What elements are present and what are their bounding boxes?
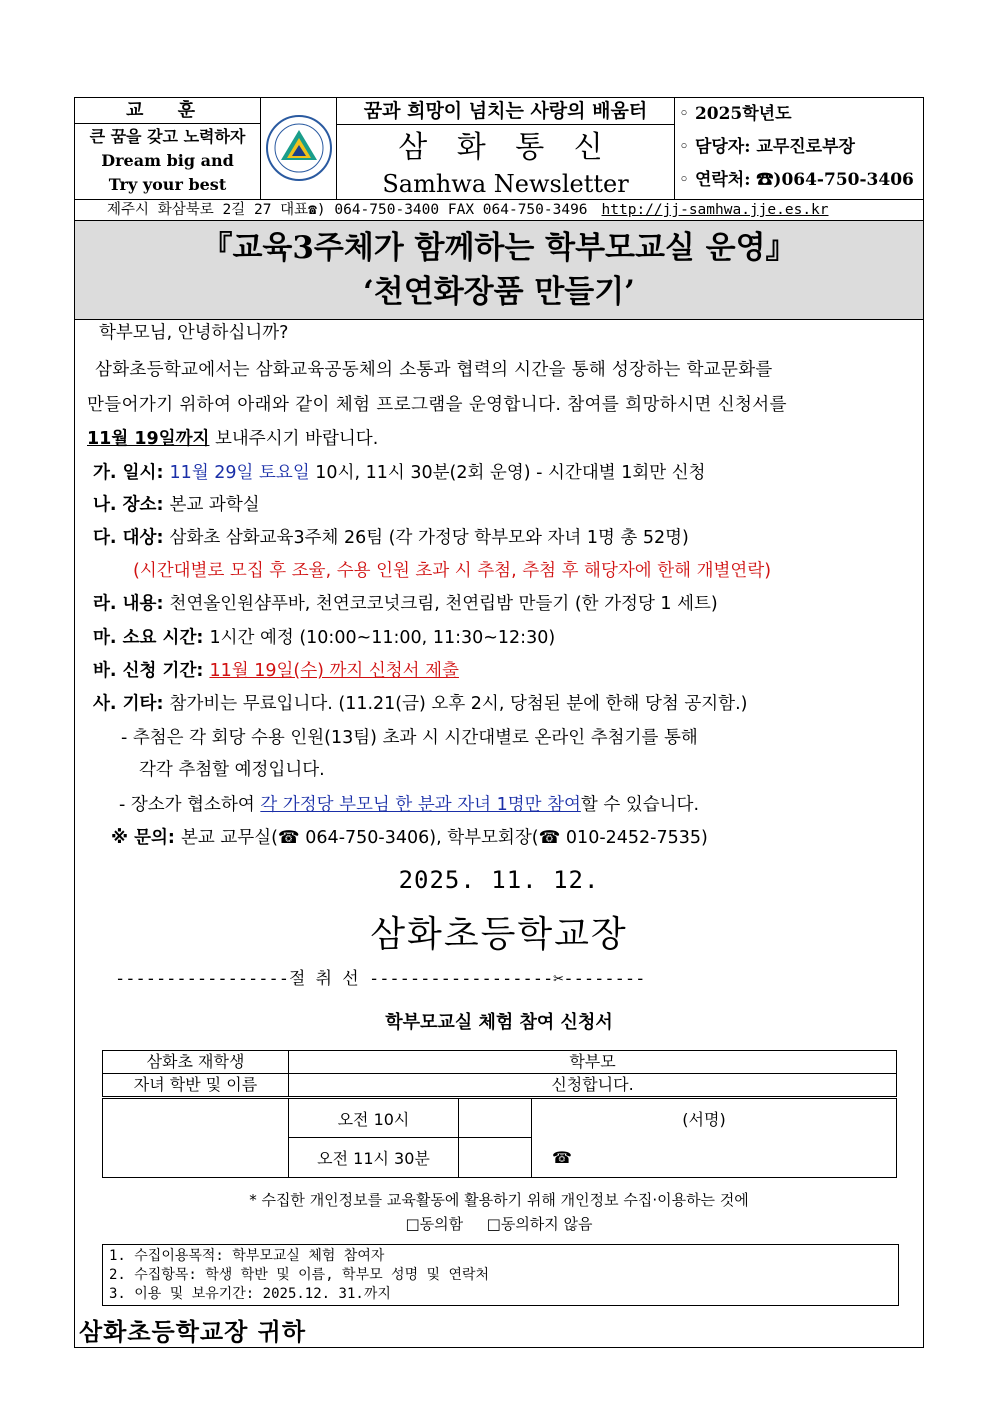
consent-statement: [75, 1188, 923, 1236]
item-etc-sub2-a: - 장소가 협소하여: [119, 795, 261, 815]
item-etc-label: 사. 기타:: [93, 694, 170, 714]
deadline: 11월 19일까지: [87, 429, 210, 449]
school-logo-cell: [261, 98, 337, 199]
newsletter-info-cell: [675, 98, 923, 199]
contact: ◦ 연락처: ☎)064-750-3406: [679, 170, 914, 190]
address-bar: [75, 199, 923, 221]
newsletter-title-korean: 삼 화 통 신: [398, 130, 613, 165]
slot-1130am-check[interactable]: [459, 1138, 532, 1178]
item-duration: [93, 623, 555, 653]
inquiry-value: 본교 교무실(☎ 064-750-3406), 학부모회장(☎ 010-2452-7535): [181, 828, 708, 848]
item-schedule-label: 가. 일시:: [93, 463, 170, 483]
consent-agree-checkbox[interactable]: □동의함: [405, 1215, 464, 1233]
slot-1130am-label: 오전 11시 30분: [289, 1138, 459, 1178]
item-target: [93, 523, 689, 553]
school-year: ◦ 2025학년도: [679, 104, 792, 124]
item-duration-label: 마. 소요 시간:: [93, 628, 210, 648]
item-content-value: 천연올인원샴푸바, 천연코코넛크림, 천연립밤 만들기: [169, 594, 570, 614]
school-website-link[interactable]: http://jj-samhwa.jje.es.kr: [601, 202, 829, 218]
notice-item-2: 2. 수집항목: 학생 학반 및 이름, 학부모 성명 및 연락처: [109, 1267, 490, 1283]
consent-options: [75, 1212, 923, 1236]
student-input-cell[interactable]: [103, 1098, 289, 1178]
item-etc: [93, 689, 747, 719]
consent-disagree-checkbox[interactable]: □동의하지 않음: [486, 1215, 593, 1233]
title-banner: [75, 221, 923, 320]
addressee: 삼화초등학교장 귀하: [79, 1317, 307, 1346]
application-form-table: [102, 1050, 897, 1178]
motto-english-1: Dream big and: [101, 151, 234, 170]
item-content-label: 라. 내용:: [93, 594, 170, 614]
phone-icon: ☎: [552, 1147, 572, 1167]
item-etc-sub1-line2: 각각 추첨할 예정입니다.: [139, 760, 325, 780]
item-etc-sub1-line1: - 추첨은 각 회당 수용 인원(13팀) 초과 시 시간대별로 온라인 추첨기를 통해: [121, 728, 698, 748]
principal-signature: 삼화초등학교장: [370, 914, 628, 955]
school-logo: [261, 98, 337, 199]
item-target-note: (시간대별로 모집 후 조율, 수용 인원 초과 시 추첨, 추첨 후 해당자에 한해 개별연락): [133, 561, 772, 581]
inquiry-label: ※ 문의:: [111, 828, 182, 848]
item-etc-sub2-b: 각 가정당 부모님 한 분과 자녀 1명만 참여: [260, 795, 581, 815]
item-content-rest: (한 가정당 1 세트): [569, 594, 718, 614]
motto-body: [75, 124, 261, 199]
phone-cell[interactable]: [532, 1138, 897, 1178]
item-schedule-date: 11월 29일 토요일: [169, 463, 310, 483]
item-location: [93, 490, 260, 520]
cut-line: -----------------절 취 선 ------------------✂--------: [115, 969, 646, 989]
school-address: 제주시 화삼북로 2길 27 대표☎) 064-750-3400 FAX 064-750-3496: [107, 202, 588, 218]
item-etc-sub2-c: 할 수 있습니다.: [580, 795, 700, 815]
item-period-label: 바. 신청 기간:: [93, 661, 210, 681]
newsletter-title-cell: [337, 98, 675, 199]
motto-heading: 교 훈: [75, 98, 261, 124]
slot-10am-label: 오전 10시: [289, 1098, 459, 1138]
intro-line-3: [87, 424, 378, 454]
item-period-value: 11월 19일(수) 까지 신청서 제출: [209, 661, 459, 681]
item-location-value: 본교 과학실: [169, 495, 260, 515]
manager: ◦ 담당자: 교무진로부장: [679, 137, 855, 157]
inquiry: [111, 823, 708, 853]
item-target-value: 삼화초 삼화교육3주체 26팀 (각 가정당 학부모와 자녀 1명 총 52명): [169, 528, 689, 548]
school-slogan: 꿈과 희망이 넘치는 사랑의 배움터: [337, 98, 674, 125]
item-etc-value: 참가비는 무료입니다. (11.21(금) 오후 2시, 당첨된 분에 한해 당첨 공지함.): [169, 694, 748, 714]
newsletter-page: [74, 97, 924, 1348]
item-etc-sub2: [119, 790, 699, 820]
motto-english-2: Try your best: [108, 175, 227, 194]
header-student-info: 자녀 학반 및 이름: [103, 1074, 289, 1098]
intro-line-1: 삼화초등학교에서는 삼화교육공동체의 소통과 협력의 시간을 통해 성장하는 학교문화를: [95, 360, 773, 380]
item-location-label: 나. 장소:: [93, 495, 170, 515]
header-student: 삼화초 재학생: [103, 1051, 289, 1074]
item-period: [93, 656, 459, 686]
item-schedule: [93, 458, 706, 488]
signature-cell[interactable]: [532, 1098, 897, 1138]
item-target-label: 다. 대상:: [93, 528, 170, 548]
consent-text: * 수집한 개인정보를 교육활동에 활용하기 위해 개인정보 수집·이용하는 것에: [249, 1191, 749, 1209]
privacy-notice-box: [102, 1244, 899, 1306]
banner-title: 『교육3주체가 함께하는 학부모교실 운영』: [201, 230, 797, 266]
intro-line-2: 만들어가기 위하여 아래와 같이 체험 프로그램을 운영합니다. 참여를 희망하시면 신청서를: [87, 395, 787, 415]
banner-subtitle: ‘천연화장품 만들기’: [363, 274, 635, 310]
newsletter-title-english: Samhwa Newsletter: [382, 170, 629, 198]
header-parent: 학부모: [289, 1051, 897, 1074]
motto-korean: 큰 꿈을 갖고 노력하자: [89, 127, 246, 146]
item-content: [93, 589, 718, 619]
greeting: 학부모님, 안녕하십니까?: [99, 323, 289, 343]
item-schedule-rest: 10시, 11시 30분(2회 운영) - 시간대별 1회만 신청: [309, 463, 706, 483]
item-duration-value: 1시간 예정 (10:00~11:00, 11:30~12:30): [209, 628, 556, 648]
header-table: [75, 98, 923, 199]
issue-date: 2025. 11. 12.: [398, 866, 600, 894]
deadline-rest: 보내주시기 바랍니다.: [209, 429, 379, 449]
form-title: 학부모교실 체험 참여 신청서: [385, 1012, 613, 1033]
notice-item-3: 3. 이용 및 보유기간: 2025.12. 31.까지: [109, 1286, 391, 1302]
header-apply: 신청합니다.: [289, 1074, 897, 1098]
slot-10am-check[interactable]: [459, 1098, 532, 1138]
notice-item-1: 1. 수집이용목적: 학부모교실 체험 참여자: [109, 1248, 385, 1264]
signature-label: (서명): [682, 1109, 726, 1129]
